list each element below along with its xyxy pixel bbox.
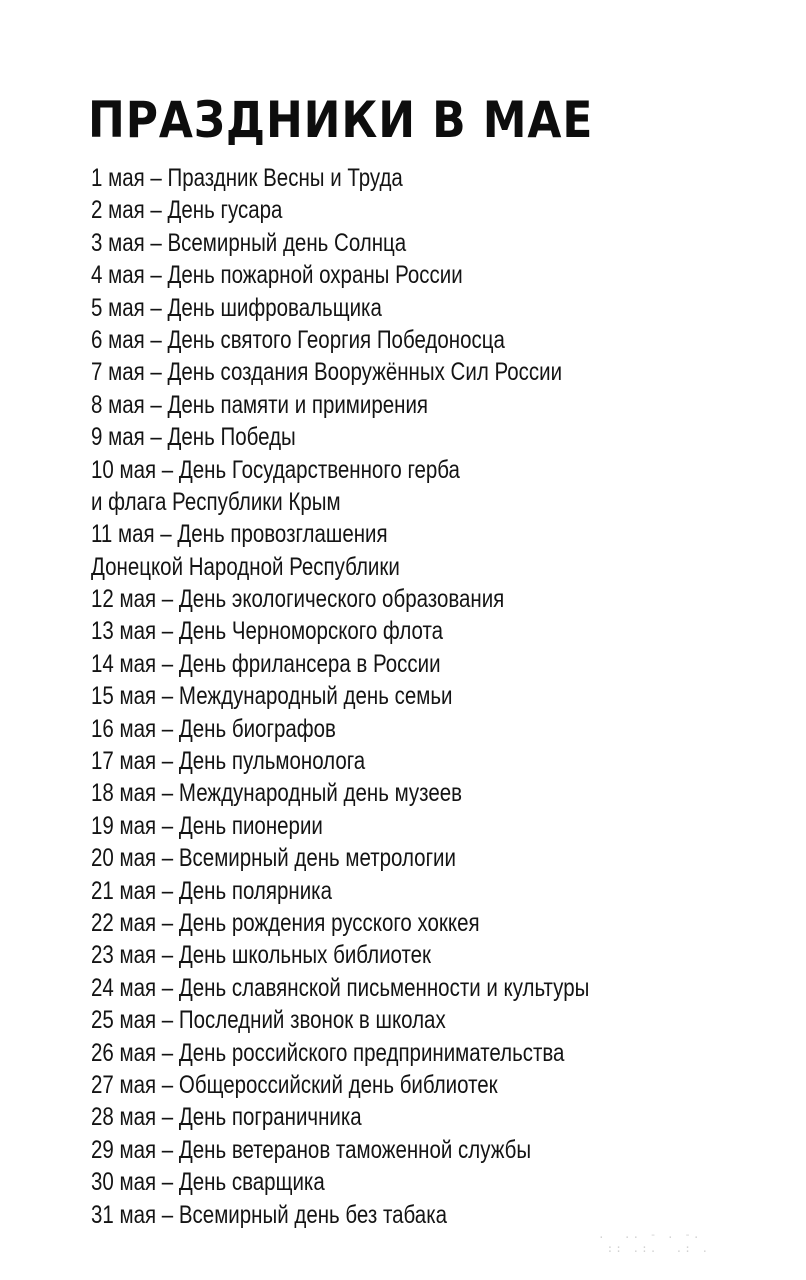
list-item: 12 мая – День экологического образования (91, 585, 505, 614)
list-item: 31 мая – Всемирный день без табака (91, 1200, 448, 1229)
list-item: и флага Республики Крым (91, 487, 341, 516)
list-item: 6 мая – День святого Георгия Победоносца (91, 325, 505, 354)
watermark: . .. - . -. :: .:. .: . (598, 1228, 711, 1255)
list-item: 17 мая – День пульмонолога (91, 747, 366, 776)
list-item: 15 мая – Международный день семьи (91, 682, 453, 711)
list-item: 3 мая – Всемирный день Солнца (91, 228, 407, 257)
list-item: 19 мая – День пионерии (91, 811, 323, 840)
list-item: 21 мая – День полярника (91, 876, 332, 905)
list-item: 23 мая – День школьных библиотек (91, 941, 432, 970)
list-item: 20 мая – Всемирный день метрологии (91, 844, 456, 873)
list-item: 14 мая – День фрилансера в России (91, 649, 441, 678)
page-title: ПРАЗДНИКИ В МАЕ (88, 91, 594, 149)
list-item: 2 мая – День гусара (91, 196, 283, 225)
list-item: 22 мая – День рождения русского хоккея (91, 908, 480, 937)
list-item: 13 мая – День Черноморского флота (91, 617, 444, 646)
list-item: 4 мая – День пожарной охраны России (91, 261, 463, 290)
list-item: 10 мая – День Государственного герба (91, 455, 460, 484)
list-item: 5 мая – День шифровальщика (91, 293, 382, 322)
list-item: 30 мая – День сварщика (91, 1168, 325, 1197)
list-item: 8 мая – День памяти и примирения (91, 390, 429, 419)
list-item: Донецкой Народной Республики (91, 552, 400, 581)
list-item: 9 мая – День Победы (91, 423, 296, 452)
list-item: 28 мая – День пограничника (91, 1103, 362, 1132)
list-item: 7 мая – День создания Вооружённых Сил России (91, 358, 563, 387)
list-item: 18 мая – Международный день музеев (91, 779, 463, 808)
list-item: 29 мая – День ветеранов таможенной службы (91, 1135, 532, 1164)
list-item: 26 мая – День российского предпринимательства (91, 1038, 565, 1067)
list-item: 27 мая – Общероссийский день библиотек (91, 1070, 498, 1099)
list-item: 25 мая – Последний звонок в школах (91, 1006, 446, 1035)
list-item: 1 мая – Праздник Весны и Труда (91, 164, 403, 192)
list-item: 16 мая – День биографов (91, 714, 336, 743)
list-item: 24 мая – День славянской письменности и культуры (91, 973, 590, 1002)
list-item: 11 мая – День провозглашения (91, 520, 388, 549)
holiday-list (91, 162, 791, 1231)
